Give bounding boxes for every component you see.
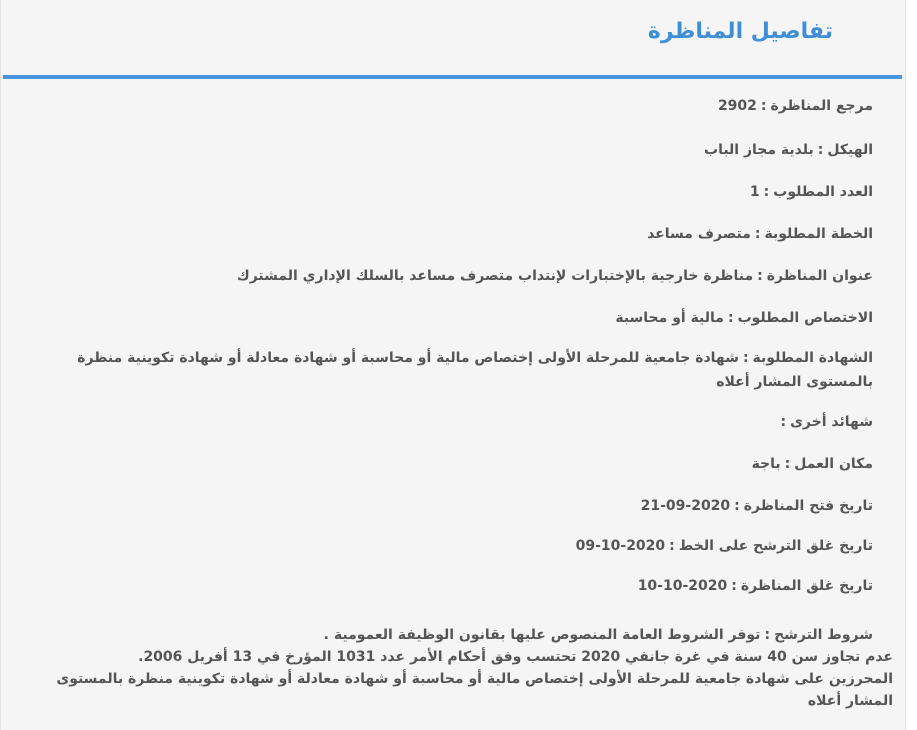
field-position: الخطة المطلوبة:متصرف مساعد: [647, 226, 873, 242]
field-label: الخطة المطلوبة: [764, 226, 873, 242]
field-reference: مرجع المناظرة:2902: [717, 98, 873, 114]
field-specialty: الاختصاص المطلوب:مالية أو محاسبة: [615, 310, 873, 326]
field-label: عنوان المناظرة: [766, 268, 873, 284]
field-value: 2020-10-10: [637, 578, 728, 594]
field-other-degrees: شهائد أخرى:: [780, 414, 873, 430]
field-value: 2020-09-21: [640, 498, 731, 514]
field-closing-date: تاريخ غلق المناظرة:2020-10-10: [637, 578, 873, 594]
field-label: تاريخ فتح المناظرة: [743, 498, 873, 514]
field-work-location: مكان العمل:باجة: [751, 456, 873, 472]
field-value: 2020-10-09: [575, 538, 666, 554]
field-label: شهائد أخرى: [790, 414, 873, 430]
conditions-label: شروط الترشح: [774, 627, 873, 643]
field-label: تاريخ غلق الترشح على الخط: [678, 538, 873, 554]
field-label: الشهادة المطلوبة: [752, 350, 873, 366]
conditions-first-line: شروط الترشح:توفر الشروط العامة المنصوص عليها بقانون الوظيفة العمومية .: [323, 627, 873, 643]
field-required-count: العدد المطلوب:1: [749, 184, 873, 200]
field-value: 1: [749, 184, 760, 200]
field-required-degree: الشهادة المطلوبة:شهادة جامعية للمرحلة الأولى إختصاص مالية أو محاسبة أو شهادة معادلة أو شهادة تكوينية منظرة بالمستوى المشار أعلاه: [77, 350, 873, 390]
field-value: 2902: [717, 98, 757, 114]
field-label: مرجع المناظرة: [770, 98, 873, 114]
field-structure: الهيكل:بلدية مجاز الباب: [704, 142, 873, 158]
page-title: تفاصيل المناظرة: [647, 19, 833, 44]
field-label: الاختصاص المطلوب: [737, 310, 873, 326]
condition-line: توفر الشروط العامة المنصوص عليها بقانون الوظيفة العمومية .: [323, 627, 761, 643]
panel-header: [1, 0, 905, 75]
field-competition-title: عنوان المناظرة:مناظرة خارجية بالإختبارات لإنتداب متصرف مساعد بالسلك الإداري المشترك: [236, 268, 873, 284]
header-accent-bar: [3, 75, 902, 79]
field-value: متصرف مساعد: [647, 226, 751, 242]
field-value: شهادة جامعية للمرحلة الأولى إختصاص مالية أو محاسبة أو شهادة معادلة أو شهادة تكوينية منظرة بالمستوى المشار أعلاه: [77, 350, 873, 390]
field-opening-date: تاريخ فتح المناظرة:2020-09-21: [640, 498, 873, 514]
field-label: مكان العمل: [794, 456, 873, 472]
field-value: مالية أو محاسبة: [615, 310, 724, 326]
field-label: الهيكل: [827, 142, 873, 158]
field-value: بلدية مجاز الباب: [704, 142, 814, 158]
condition-line: عدم تجاوز سن 40 سنة في غرة جانفي 2020 تحتسب وفق أحكام الأمر عدد 1031 المؤرخ في 13 أفريل 2006.: [138, 649, 893, 665]
condition-line: المحرزين على شهادة جامعية للمرحلة الأولى إختصاص مالية أو محاسبة أو شهادة معادلة أو شهادة تكوينية منظرة بالمستوى المشار أعلاه: [56, 671, 893, 709]
application-conditions: [43, 624, 893, 712]
field-value: باجة: [751, 456, 781, 472]
field-online-closing-date: تاريخ غلق الترشح على الخط:2020-10-09: [575, 538, 873, 554]
competition-details: [43, 92, 873, 600]
field-label: تاريخ غلق المناظرة: [740, 578, 873, 594]
field-value: مناظرة خارجية بالإختبارات لإنتداب متصرف مساعد بالسلك الإداري المشترك: [236, 268, 754, 284]
field-label: العدد المطلوب: [773, 184, 873, 200]
